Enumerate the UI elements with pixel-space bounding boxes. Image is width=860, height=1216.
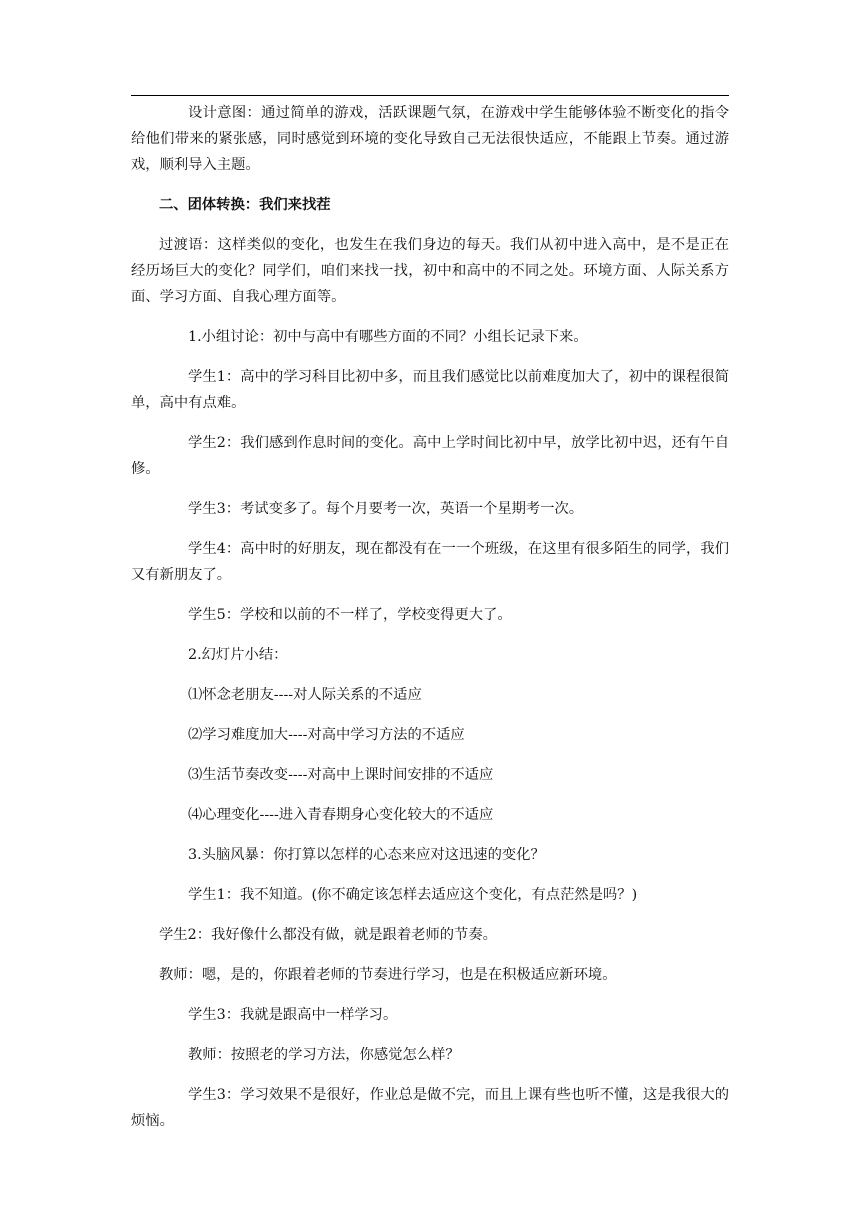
paragraph-student-5: 学生5：学校和以前的不一样了，学校变得更大了。 — [188, 607, 512, 623]
paragraph-dialogue: 教师：按照老的学习方法，你感觉怎么样？ — [188, 1047, 460, 1063]
paragraph-dialogue: 学生2：我好像什么都没有做，就是跟着老师的节奏。 — [159, 927, 497, 943]
section-heading: 二、团体转换：我们来找茬 — [159, 197, 331, 213]
paragraph-student-3: 学生3：考试变多了。每个月要考一次，英语一个星期考一次。 — [188, 501, 584, 517]
paragraph-dialogue: 学生3：我就是跟高中一样学习。 — [188, 1007, 398, 1023]
list-item: ⑴怀念老朋友----对人际关系的不适应 — [188, 687, 422, 703]
list-item: ⑵学习难度加大----对高中学习方法的不适应 — [188, 727, 465, 743]
paragraph-group-discussion: 1.小组讨论：初中与高中有哪些方面的不同？小组长记录下来。 — [188, 329, 588, 345]
paragraph-student-4: 学生4：高中时的好朋友，现在都没有在一一个班级，在这里有很多陌生的同学，我们又有新朋友了。 — [131, 541, 729, 583]
paragraph-student-2: 学生2：我们感到作息时间的变化。高中上学时间比初中早，放学比初中迟，还有午自修。 — [131, 435, 729, 477]
paragraph-brainstorm: 3.头脑风暴：你打算以怎样的心态来应对这迅速的变化？ — [188, 847, 545, 863]
paragraph-dialogue: 教师：嗯，是的，你跟着老师的节奏进行学习，也是在积极适应新环境。 — [159, 967, 617, 983]
list-item: ⑶生活节奏改变----对高中上课时间安排的不适应 — [188, 767, 494, 783]
document-body — [131, 100, 729, 1148]
paragraph-dialogue: 学生1：我不知道。(你不确定该怎样去适应这个变化，有点茫然是吗？) — [188, 887, 638, 903]
paragraph-transition: 过渡语：这样类似的变化，也发生在我们身边的每天。我们从初中进入高中，是不是正在经历场巨大的变化？同学们，咱们来找一找，初中和高中的不同之处。环境方面、人际关系方面、学习方面、自我心理方面等。 — [131, 237, 729, 305]
list-item: ⑷心理变化----进入青春期身心变化较大的不适应 — [188, 807, 494, 823]
paragraph-dialogue: 学生3：学习效果不是很好，作业总是做不完，而且上课有些也听不懂，这是我很大的烦恼。 — [131, 1087, 729, 1129]
paragraph-design-intent: 设计意图：通过简单的游戏，活跃课题气氛，在游戏中学生能够体验不断变化的指令给他们带来的紧张感，同时感觉到环境的变化导致自己无法很快适应，不能跟上节奏。通过游戏，顺利导入主题。 — [131, 105, 729, 173]
header-rule — [131, 95, 729, 96]
paragraph-student-1: 学生1：高中的学习科目比初中多，而且我们感觉比以前难度加大了，初中的课程很简单，高中有点难。 — [131, 369, 729, 411]
paragraph-slide-summary: 2.幻灯片小结： — [188, 647, 288, 663]
